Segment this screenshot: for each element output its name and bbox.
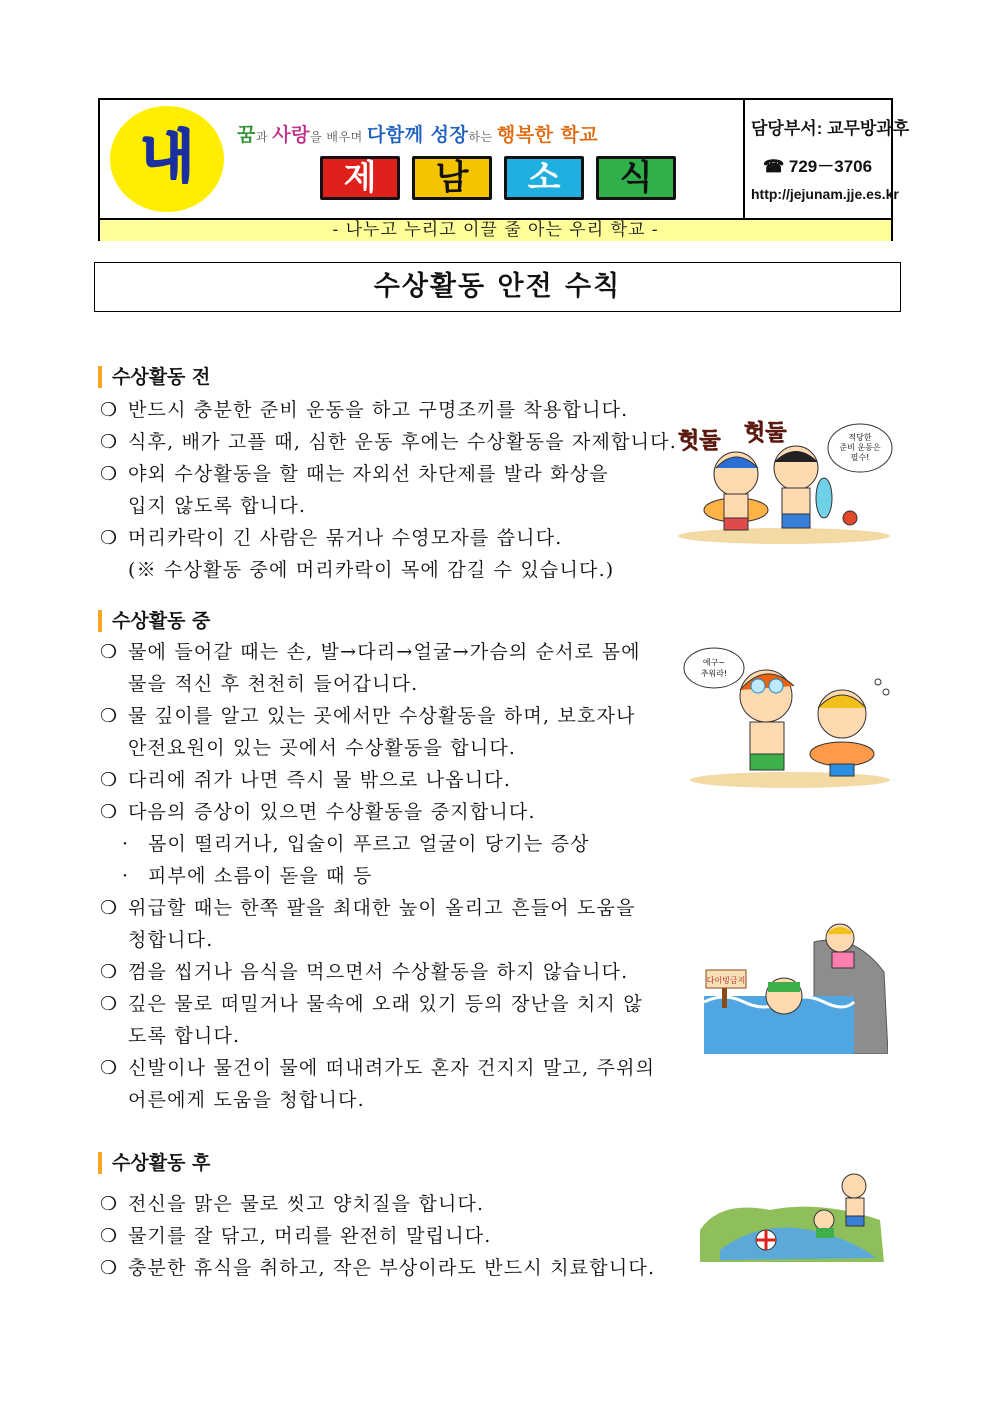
list-item-continued: 입지 않도록 합니다. — [128, 495, 307, 517]
sub-list-item: · 피부에 소름이 돋을 때 등 — [122, 860, 373, 892]
circle-bullet-icon: ❍ — [100, 1057, 119, 1079]
water-danger-illustration — [704, 912, 888, 1058]
svg-text:다이빙금지: 다이빙금지 — [706, 976, 746, 985]
page-title: 수상활동 안전 수칙 — [94, 262, 901, 312]
circle-bullet-icon: ❍ — [100, 463, 119, 485]
list-item: ❍ 충분한 휴식을 취하고, 작은 부상이라도 반드시 치료합니다. — [100, 1252, 655, 1284]
circle-bullet-icon: ❍ — [100, 769, 119, 791]
school-slogan: 꿈과 사랑을 배우며 다함께 성장하는 행복한 학교 — [237, 124, 599, 146]
list-item: ❍ 전신을 맑은 물로 씻고 양치질을 합니다. — [100, 1188, 484, 1220]
list-item: ❍ 야외 수상활동을 할 때는 자외선 차단제를 발라 화상을 — [100, 458, 609, 490]
newsletter-header — [98, 98, 910, 241]
circle-bullet-icon: ❍ — [100, 431, 119, 453]
school-logo — [110, 106, 224, 212]
circle-bullet-icon: ❍ — [100, 993, 119, 1015]
school-motto: - 나누고 누리고 이끌 줄 아는 우리 학교 - — [100, 218, 891, 241]
dot-bullet-icon: · — [122, 833, 130, 855]
list-item-note: (※ 수상활동 중에 머리카락이 목에 감길 수 있습니다.) — [128, 559, 615, 581]
phone-number: ☎ 729－3706 — [763, 157, 873, 176]
warmup-illustration — [674, 418, 894, 550]
section-heading-after: 수상활동 후 — [98, 1152, 210, 1174]
newsletter-title — [320, 156, 676, 200]
title-char-3: 소 — [504, 156, 584, 200]
list-item: ❍ 다음의 증상이 있으면 수상활동을 중지합니다. — [100, 796, 536, 828]
title-char-4: 식 — [596, 156, 676, 200]
dot-bullet-icon: · — [122, 865, 130, 887]
contact-info — [745, 100, 910, 218]
list-item: ❍ 깊은 물로 떠밀거나 물속에 오래 있기 등의 장난을 치지 않 — [100, 988, 643, 1020]
cold-kids-illustration — [682, 646, 898, 794]
circle-bullet-icon: ❍ — [100, 705, 119, 727]
list-item-continued: 안전요원이 있는 곳에서 수상활동을 합니다. — [128, 737, 517, 759]
circle-bullet-icon: ❍ — [100, 641, 119, 663]
department: 담당부서: 교무방과후 — [751, 119, 910, 138]
list-item: ❍ 물 깊이를 알고 있는 곳에서만 수상활동을 하며, 보호자나 — [100, 700, 636, 732]
washing-kids-illustration — [700, 1170, 886, 1266]
list-item-continued: 물을 적신 후 천천히 들어갑니다. — [128, 673, 419, 695]
svg-text:에구~: 에구~ — [702, 658, 726, 667]
circle-bullet-icon: ❍ — [100, 961, 119, 983]
title-char-1: 제 — [320, 156, 400, 200]
list-item: ❍ 껌을 씹거나 음식을 먹으면서 수상활동을 하지 않습니다. — [100, 956, 628, 988]
list-item: ❍ 머리카락이 긴 사람은 묶거나 수영모자를 씁니다. — [100, 522, 563, 554]
list-item: ❍ 다리에 쥐가 나면 즉시 물 밖으로 나옵니다. — [100, 764, 511, 796]
list-item-continued: 어른에게 도움을 청합니다. — [128, 1089, 365, 1111]
circle-bullet-icon: ❍ — [100, 399, 119, 421]
header-banner — [100, 100, 745, 218]
svg-text:필수!: 필수! — [850, 453, 870, 462]
svg-text:헛둘: 헛둘 — [744, 421, 787, 446]
circle-bullet-icon: ❍ — [100, 1193, 119, 1215]
circle-bullet-icon: ❍ — [100, 897, 119, 919]
list-item-continued: 청합니다. — [128, 929, 214, 951]
school-url[interactable]: http://jejunam.jje.es.kr — [751, 186, 899, 202]
circle-bullet-icon: ❍ — [100, 527, 119, 549]
svg-text:적당한: 적당한 — [848, 433, 872, 442]
list-item: ❍ 물에 들어갈 때는 손, 발→다리→얼굴→가슴의 순서로 몸에 — [100, 636, 641, 668]
title-char-2: 남 — [412, 156, 492, 200]
svg-text:추워라!: 추워라! — [700, 669, 728, 678]
sub-list-item: · 몸이 떨리거나, 입술이 푸르고 얼굴이 당기는 증상 — [122, 828, 590, 860]
circle-bullet-icon: ❍ — [100, 1257, 119, 1279]
list-item: ❍ 식후, 배가 고플 때, 심한 운동 후에는 수상활동을 자제합니다. — [100, 426, 677, 458]
circle-bullet-icon: ❍ — [100, 1225, 119, 1247]
logo-text: 내 — [139, 125, 195, 190]
svg-text:준비 운동은: 준비 운동은 — [839, 443, 881, 452]
list-item-continued: 도록 합니다. — [128, 1025, 241, 1047]
circle-bullet-icon: ❍ — [100, 801, 119, 823]
svg-text:헛둘: 헛둘 — [678, 429, 721, 454]
section-heading-during: 수상활동 중 — [98, 610, 210, 632]
list-item: ❍ 위급할 때는 한쪽 팔을 최대한 높이 올리고 흔들어 도움을 — [100, 892, 636, 924]
list-item: ❍ 신발이나 물건이 물에 떠내려가도 혼자 건지지 말고, 주위의 — [100, 1052, 655, 1084]
list-item: ❍ 반드시 충분한 준비 운동을 하고 구명조끼를 착용합니다. — [100, 394, 628, 426]
section-heading-before: 수상활동 전 — [98, 366, 210, 388]
list-item: ❍ 물기를 잘 닦고, 머리를 완전히 말립니다. — [100, 1220, 492, 1252]
